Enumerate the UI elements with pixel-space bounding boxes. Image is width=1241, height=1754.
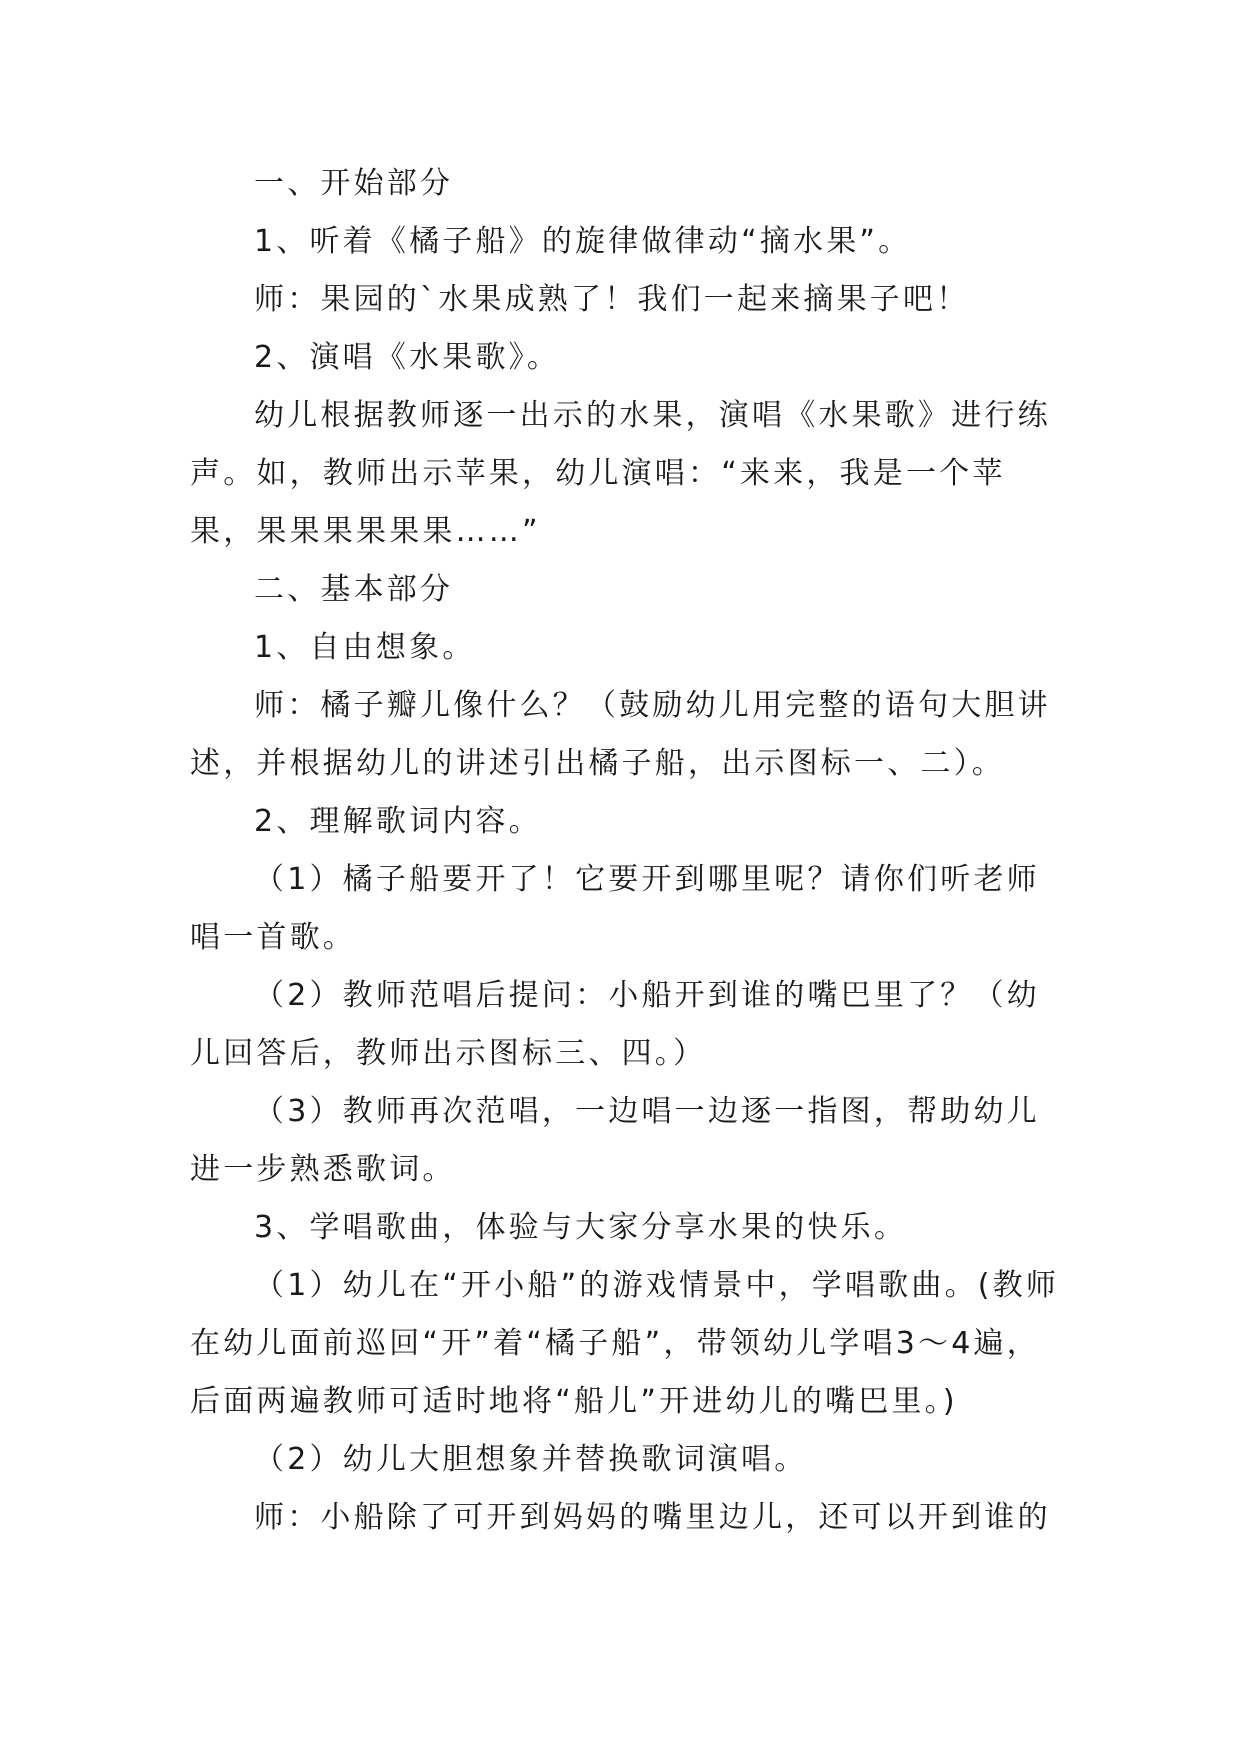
paragraph: 师：橘子瓣儿像什么？（鼓励幼儿用完整的语句大胆讲述，并根据幼儿的讲述引出橘子船，出示图标一、二）。 [190,688,1051,781]
paragraph: （1）橘子船要开了！它要开到哪里呢？请你们听老师唱一首歌。 [190,862,1040,955]
section-heading-start: 一、开始部分 [254,166,454,201]
paragraph: 2、演唱《水果歌》。 [254,340,561,375]
paragraph: （2）教师范唱后提问：小船开到谁的嘴巴里了？（幼儿回答后，教师出示图标三、四。） [190,978,1040,1071]
paragraph: （1）幼儿在“开小船”的游戏情景中，学唱歌曲。(教师在幼儿面前巡回“开”着“橘子船”，带领幼儿学唱3～4遍，后面两遍教师可适时地将“船儿”开进幼儿的嘴巴里。) [190,1268,1060,1419]
paragraph: 1、自由想象。 [254,630,476,665]
paragraph: 1、听着《橘子船》的旋律做律动“摘水果”。 [254,224,912,259]
paragraph: （2）幼儿大胆想象并替换歌词演唱。 [254,1442,808,1477]
paragraph: 3、学唱歌曲，体验与大家分享水果的快乐。 [254,1210,908,1245]
paragraph: 幼儿根据教师逐一出示的水果，演唱《水果歌》进行练声。如，教师出示苹果，幼儿演唱：“来来，我是一个苹果，果果果果果果……” [190,398,1051,549]
document-page [190,155,1060,1547]
paragraph: 师：果园的`水果成熟了！我们一起来摘果子吧！ [254,282,970,317]
paragraph: 师：小船除了可开到妈妈的嘴里边儿，还可以开到谁的 [254,1500,1051,1535]
paragraph: 2、理解歌词内容。 [254,804,542,839]
paragraph: （3）教师再次范唱，一边唱一边逐一指图，帮助幼儿进一步熟悉歌词。 [190,1094,1040,1187]
section-heading-basic: 二、基本部分 [254,572,454,607]
